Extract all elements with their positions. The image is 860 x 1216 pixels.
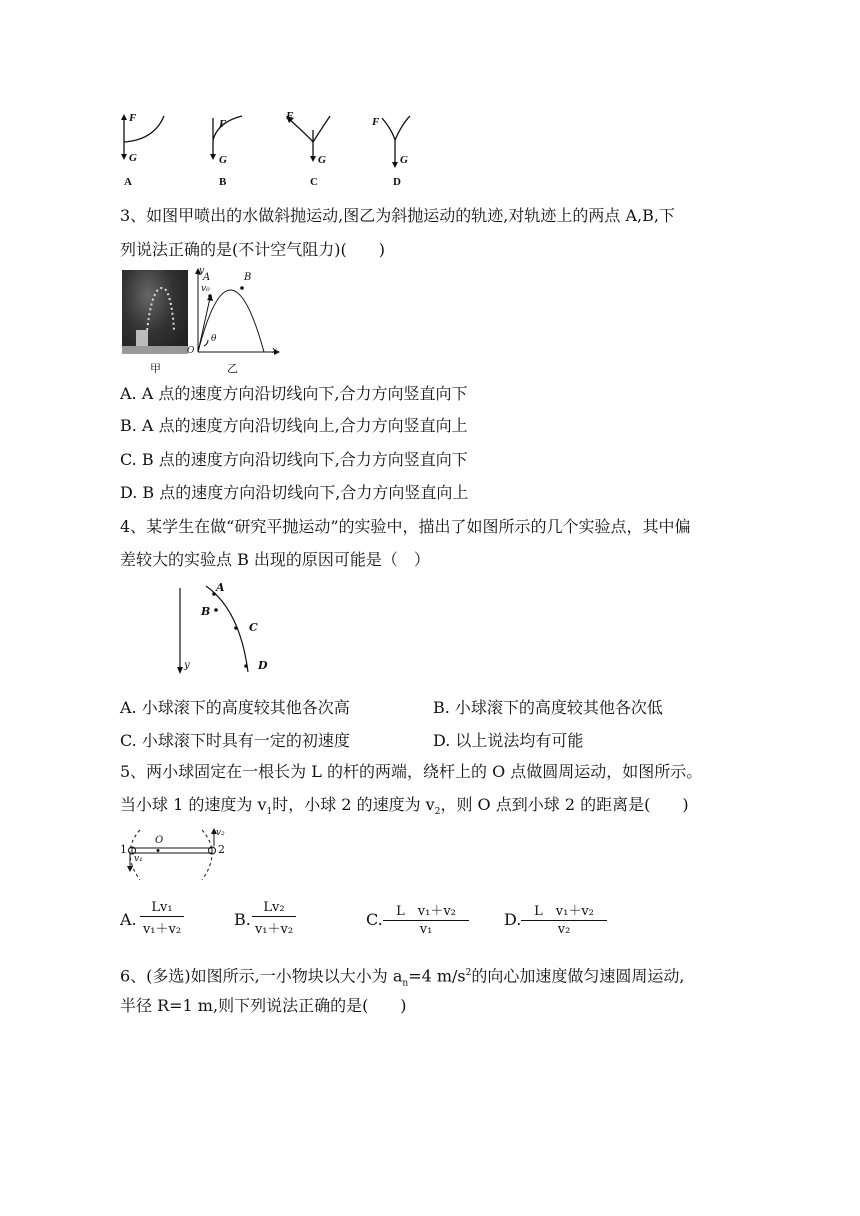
- q4-stem-line1: 4、某学生在做“研究平抛运动”的实验中，描出了如图所示的几个实验点，其中偏: [120, 517, 691, 536]
- option-label-a: A: [124, 176, 132, 188]
- force-label-f-a: F: [129, 112, 137, 124]
- q6-stem-line1: [120, 963, 684, 994]
- option-label-b: B: [219, 176, 227, 188]
- q3-option-c: C. B 点的速度方向沿切线向下,合力方向竖直向下: [120, 450, 468, 469]
- q6-text-b: =4 m/s: [408, 966, 466, 986]
- q4-option-a: A. 小球滚下的高度较其他各次高: [120, 698, 350, 717]
- q3-option-d: D. B 点的速度方向沿切线向下,合力方向竖直向上: [120, 483, 469, 502]
- gravity-label-g-d: G: [400, 154, 408, 166]
- q5-option-d-fraction: [521, 900, 607, 937]
- q5-option-c-denominator: v₁: [419, 922, 433, 937]
- q3-option-b: B. A 点的速度方向沿切线向上,合力方向竖直向上: [120, 416, 468, 435]
- pivot-o-label: O: [155, 835, 164, 846]
- label-jia: 甲: [150, 362, 161, 375]
- q5-text-c: ，则 O 点到小球 2 的距离是( ): [440, 795, 689, 814]
- q4-option-b: B. 小球滚下的高度较其他各次低: [433, 698, 663, 717]
- q4-option-c: C. 小球滚下时具有一定的初速度: [120, 731, 350, 750]
- q5-stem-line1: 5、两小球固定在一根长为 L 的杆的两端，绕杆上的 O 点做圆周运动，如图所示。: [120, 762, 703, 781]
- q5-option-d-prefix: D.: [504, 910, 522, 929]
- q5-option-a-fraction: [140, 900, 184, 937]
- q5-option-c-prefix: C.: [366, 910, 383, 929]
- q5-option-c-fraction: [383, 900, 469, 937]
- ball-2-label: 2: [218, 843, 225, 856]
- force-label-f-d: F: [372, 116, 380, 128]
- q3-stem-line2: 列说法正确的是(不计空气阻力)( ): [120, 240, 385, 259]
- option-label-c: C: [310, 176, 318, 188]
- theta-label: θ: [211, 334, 217, 344]
- q3-stem-line1: 3、如图甲喷出的水做斜抛运动,图乙为斜抛运动的轨迹,对轨迹上的两点 A,B,下: [120, 206, 675, 225]
- q5-option-b-fraction: [252, 900, 296, 937]
- q5-option-d-numerator: L v₁＋v₂: [534, 904, 594, 919]
- q5-text-b: 时，小球 2 的速度为 v: [272, 795, 435, 814]
- q5-option-a-denominator: v₁＋v₂: [142, 922, 182, 937]
- label-yi: 乙: [227, 362, 238, 375]
- point-b-label: B: [201, 605, 211, 618]
- q5-sub-1: 1: [266, 807, 273, 818]
- q6-stem-line2: 半径 R=1 m,则下列说法正确的是( ): [120, 996, 407, 1015]
- gravity-label-g-b: G: [219, 154, 227, 166]
- v0-label: v₀: [201, 284, 210, 294]
- q4-option-d: D. 以上说法均有可能: [433, 731, 584, 750]
- v2-label: v₂: [216, 828, 225, 838]
- gravity-label-g-c: G: [318, 154, 326, 166]
- q5-option-a-prefix: A.: [120, 910, 137, 929]
- q6-text-a: 6、(多选)如图所示,一小物块以大小为 a: [120, 966, 403, 986]
- point-c-label: C: [249, 621, 258, 634]
- point-a-label: A: [216, 581, 225, 594]
- q6-sup-2: 2: [465, 968, 472, 978]
- q5-option-b-prefix: B.: [234, 910, 251, 929]
- point-a-label: A: [203, 272, 211, 283]
- q5-stem-line2: [120, 795, 689, 822]
- fountain-photo: [122, 270, 188, 354]
- gravity-label-g-a: G: [129, 152, 137, 164]
- q5-option-d-denominator: v₂: [557, 922, 571, 937]
- y-axis-label: y: [184, 660, 190, 671]
- q5-text-a: 当小球 1 的速度为 v: [120, 795, 267, 814]
- q5-option-b-numerator: Lv₂: [263, 900, 285, 915]
- point-b-label: B: [244, 272, 252, 283]
- option-label-d: D: [393, 176, 401, 188]
- q5-sub-2: 2: [434, 807, 441, 818]
- q4-stem-line2: 差较大的实验点 B 出现的原因可能是（ ）: [120, 550, 430, 569]
- force-diagrams-figure: [110, 108, 430, 190]
- q6-text-c: 的向心加速度做匀速圆周运动,: [471, 966, 685, 986]
- force-label-f-b: F: [219, 118, 227, 130]
- ball-1-label: 1: [120, 843, 127, 856]
- q5-option-c-numerator: L v₁＋v₂: [396, 904, 456, 919]
- point-d-label: D: [258, 659, 268, 672]
- v1-label: v₁: [134, 854, 143, 864]
- q5-option-a-numerator: Lv₁: [151, 900, 173, 915]
- q3-option-a: A. A 点的速度方向沿切线向下,合力方向竖直向下: [120, 384, 468, 403]
- q6-sub-n: n: [402, 978, 409, 989]
- y-axis-label: y: [199, 266, 205, 276]
- origin-label: O: [187, 346, 195, 356]
- x-axis-label: x: [272, 346, 278, 356]
- force-label-f-c: F: [286, 110, 294, 122]
- q5-option-b-denominator: v₁＋v₂: [254, 922, 294, 937]
- projectile-trajectory-figure: [186, 268, 282, 360]
